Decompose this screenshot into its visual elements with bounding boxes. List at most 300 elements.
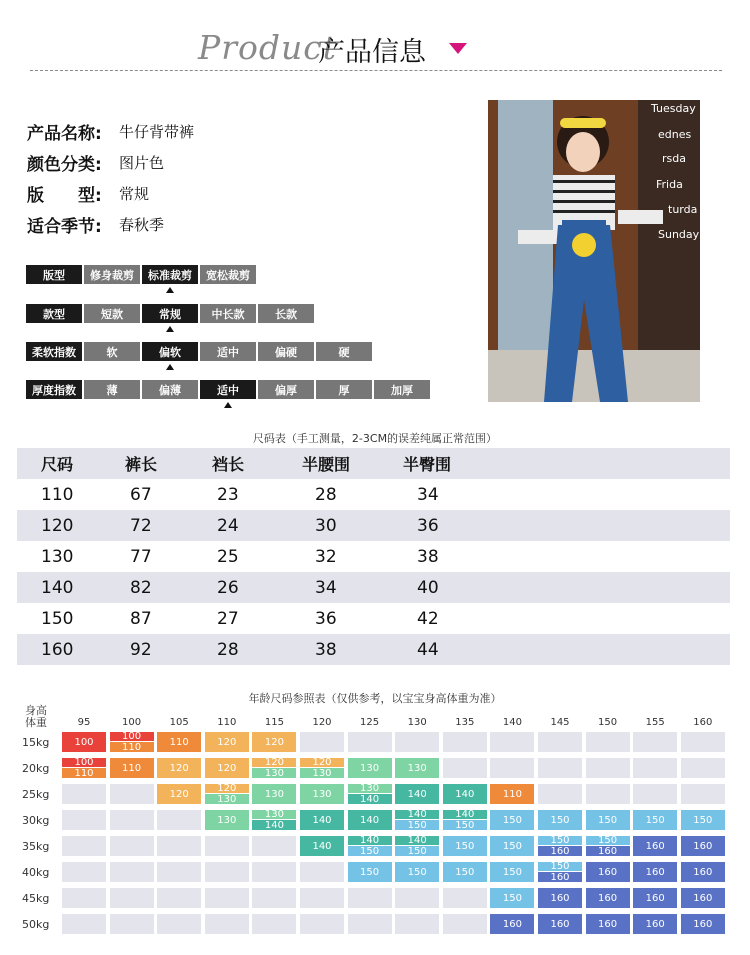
table-header-cell: 半腰围 [302, 455, 351, 474]
size-value: 120 [157, 784, 201, 804]
size-cell [348, 862, 392, 882]
size-value: 140 [395, 810, 439, 820]
size-cell [586, 810, 630, 830]
size-cell [395, 810, 439, 830]
size-cell [110, 732, 154, 752]
size-cell [205, 732, 249, 752]
table-cell: 28 [315, 484, 337, 505]
attr-option: 短款 [84, 304, 140, 323]
size-value: 140 [443, 810, 487, 820]
photo-text: Sunday [658, 228, 700, 241]
size-value: 120 [252, 732, 296, 752]
empty-cell [490, 758, 534, 778]
info-value: 图片色 [119, 154, 165, 172]
size-cell [538, 862, 582, 882]
size-cell [586, 914, 630, 934]
size-value: 120 [205, 758, 249, 778]
height-column-header: 155 [645, 717, 665, 728]
table-header-cell: 裆长 [212, 455, 245, 474]
size-value: 130 [252, 768, 296, 778]
weight-row-header: 15kg [22, 736, 50, 749]
empty-cell [157, 914, 201, 934]
size-value: 130 [205, 794, 249, 804]
empty-cell [586, 758, 630, 778]
size-cell [681, 862, 725, 882]
size-cell [586, 888, 630, 908]
attr-option: 偏薄 [142, 380, 198, 399]
size-cell [252, 784, 296, 804]
table-row [17, 510, 730, 541]
table-cell: 160 [41, 639, 74, 660]
size-value: 150 [490, 810, 534, 830]
info-value: 春秋季 [119, 216, 165, 234]
empty-cell [62, 862, 106, 882]
size-value: 100 [110, 732, 154, 742]
triangle-down-icon [449, 43, 467, 54]
size-cell [205, 810, 249, 830]
height-column-header: 95 [77, 717, 91, 728]
size-value: 130 [205, 810, 249, 830]
empty-cell [300, 888, 344, 908]
size-cell [490, 888, 534, 908]
size-value: 140 [348, 836, 392, 846]
empty-cell [586, 784, 630, 804]
empty-cell [300, 862, 344, 882]
empty-cell [633, 758, 677, 778]
empty-cell [538, 784, 582, 804]
size-cell [157, 732, 201, 752]
attr-label: 款型 [26, 304, 82, 323]
empty-cell [205, 914, 249, 934]
empty-cell [348, 914, 392, 934]
size-value: 140 [348, 794, 392, 804]
attr-option-selected: 适中 [200, 380, 256, 399]
height-column-header: 150 [598, 717, 618, 728]
size-cell [395, 836, 439, 856]
table-cell: 67 [130, 484, 152, 505]
size-value: 110 [62, 768, 106, 778]
info-key: 产品名称: [27, 124, 102, 144]
size-value: 140 [348, 810, 392, 830]
size-value: 100 [62, 758, 106, 768]
table-cell: 30 [315, 515, 337, 536]
size-cell [110, 758, 154, 778]
size-cell [300, 784, 344, 804]
empty-cell [443, 914, 487, 934]
size-cell [681, 836, 725, 856]
size-cell [538, 836, 582, 856]
product-photo [488, 100, 700, 402]
size-cell [681, 810, 725, 830]
empty-cell [157, 888, 201, 908]
weight-row-header: 20kg [22, 762, 50, 775]
weight-row-header: 35kg [22, 840, 50, 853]
size-value: 160 [681, 888, 725, 908]
size-cell [252, 810, 296, 830]
table-cell: 32 [315, 546, 337, 567]
size-cell [348, 836, 392, 856]
info-value: 常规 [119, 185, 150, 203]
size-value: 150 [443, 862, 487, 882]
size-cell [633, 810, 677, 830]
header-title: 产品信息 [318, 37, 426, 68]
size-value: 150 [633, 810, 677, 830]
empty-cell [157, 836, 201, 856]
empty-cell [538, 758, 582, 778]
size-cell [395, 784, 439, 804]
weight-row-header: 30kg [22, 814, 50, 827]
info-row [27, 147, 194, 178]
size-value: 140 [300, 836, 344, 856]
size-value: 150 [586, 810, 630, 830]
table-cell: 36 [315, 608, 337, 629]
size-value: 150 [490, 836, 534, 856]
size-cell [490, 836, 534, 856]
size-value: 130 [300, 768, 344, 778]
height-column-header: 145 [550, 717, 570, 728]
ref-corner-height: 身高 [25, 704, 47, 717]
attr-option: 修身裁剪 [84, 265, 140, 284]
empty-cell [348, 888, 392, 908]
ref-corner-weight: 体重 [25, 716, 47, 729]
empty-cell [300, 914, 344, 934]
size-cell [443, 862, 487, 882]
size-value: 150 [538, 836, 582, 846]
empty-cell [681, 732, 725, 752]
attr-option: 偏厚 [258, 380, 314, 399]
table-cell: 150 [41, 608, 74, 629]
height-column-header: 160 [693, 717, 713, 728]
table-cell: 38 [417, 546, 439, 567]
size-value: 140 [443, 784, 487, 804]
size-cell [157, 784, 201, 804]
size-value: 120 [157, 758, 201, 778]
size-cell [490, 810, 534, 830]
size-value: 140 [395, 784, 439, 804]
size-value: 160 [586, 862, 630, 882]
size-value: 120 [252, 758, 296, 768]
empty-cell [62, 836, 106, 856]
table-cell: 26 [217, 577, 239, 598]
empty-cell [252, 836, 296, 856]
empty-cell [110, 784, 154, 804]
size-table [17, 448, 730, 665]
empty-cell [110, 914, 154, 934]
table-cell: 24 [217, 515, 239, 536]
attr-option: 软 [84, 342, 140, 361]
attr-label: 柔软指数 [26, 342, 82, 361]
info-row [27, 116, 194, 147]
height-column-header: 120 [312, 717, 332, 728]
size-cell [252, 732, 296, 752]
table-cell: 92 [130, 639, 152, 660]
size-cell [490, 862, 534, 882]
size-value: 160 [633, 888, 677, 908]
photo-text: turda [668, 203, 698, 216]
size-value: 160 [681, 862, 725, 882]
empty-cell [348, 732, 392, 752]
empty-cell [252, 888, 296, 908]
size-cell [443, 836, 487, 856]
attr-option: 硬 [316, 342, 372, 361]
empty-cell [110, 862, 154, 882]
table-header-row [17, 448, 730, 479]
attr-option-selected: 常规 [142, 304, 198, 323]
table-header-cell: 尺码 [41, 455, 74, 474]
empty-cell [205, 888, 249, 908]
size-value: 130 [348, 758, 392, 778]
table-row [17, 634, 730, 665]
table-cell: 140 [41, 577, 74, 598]
size-cell [252, 758, 296, 778]
attr-option: 适中 [200, 342, 256, 361]
empty-cell [300, 732, 344, 752]
size-value: 120 [205, 784, 249, 794]
size-cell [633, 836, 677, 856]
table-cell: 130 [41, 546, 74, 567]
size-cell [681, 914, 725, 934]
size-cell [205, 758, 249, 778]
size-value: 160 [538, 914, 582, 934]
attr-option: 中长款 [200, 304, 256, 323]
size-cell [443, 810, 487, 830]
section-header [0, 0, 750, 75]
size-value: 150 [348, 846, 392, 856]
size-value: 130 [252, 784, 296, 804]
triangle-up-icon [166, 287, 174, 293]
size-value: 160 [490, 914, 534, 934]
size-cell [681, 888, 725, 908]
empty-cell [538, 732, 582, 752]
table-cell: 82 [130, 577, 152, 598]
weight-row-header: 25kg [22, 788, 50, 801]
empty-cell [252, 914, 296, 934]
empty-cell [252, 862, 296, 882]
info-key: 适合季节: [27, 217, 102, 237]
table-header-cell: 裤长 [125, 455, 158, 474]
table-cell: 23 [217, 484, 239, 505]
size-cell [538, 914, 582, 934]
size-value: 120 [300, 758, 344, 768]
empty-cell [395, 888, 439, 908]
empty-cell [62, 784, 106, 804]
size-value: 160 [633, 914, 677, 934]
size-value: 110 [110, 758, 154, 778]
size-value: 150 [348, 862, 392, 882]
size-value: 150 [443, 820, 487, 830]
weight-row-header: 50kg [22, 918, 50, 931]
empty-cell [681, 758, 725, 778]
table-cell: 44 [417, 639, 439, 660]
size-cell [443, 784, 487, 804]
attr-label: 厚度指数 [26, 380, 82, 399]
size-cell [157, 758, 201, 778]
size-value: 160 [586, 914, 630, 934]
attr-label: 版型 [26, 265, 82, 284]
size-value: 160 [681, 914, 725, 934]
empty-cell [205, 862, 249, 882]
header-divider [30, 70, 722, 71]
size-value: 130 [252, 810, 296, 820]
header-script-title: Product [198, 28, 337, 67]
size-cell [395, 758, 439, 778]
table-cell: 120 [41, 515, 74, 536]
attr-option: 长款 [258, 304, 314, 323]
photo-text: rsda [662, 152, 686, 165]
size-cell [62, 758, 106, 778]
photo-text: Tuesday [651, 102, 696, 115]
size-value: 130 [348, 784, 392, 794]
size-cell [633, 888, 677, 908]
size-value: 140 [300, 810, 344, 830]
size-value: 110 [490, 784, 534, 804]
size-value: 100 [62, 732, 106, 752]
empty-cell [395, 732, 439, 752]
triangle-up-icon [166, 326, 174, 332]
size-cell [490, 784, 534, 804]
weight-row-header: 40kg [22, 866, 50, 879]
empty-cell [205, 836, 249, 856]
height-column-header: 140 [502, 717, 522, 728]
table-cell: 25 [217, 546, 239, 567]
table-cell: 36 [417, 515, 439, 536]
size-value: 150 [538, 862, 582, 872]
table-row [17, 479, 730, 510]
photo-illustration [488, 100, 700, 402]
empty-cell [62, 888, 106, 908]
empty-cell [110, 888, 154, 908]
size-cell [62, 732, 106, 752]
empty-cell [443, 758, 487, 778]
table-cell: 77 [130, 546, 152, 567]
size-cell [586, 836, 630, 856]
size-value: 150 [395, 820, 439, 830]
triangle-up-icon [166, 364, 174, 370]
height-column-header: 110 [217, 717, 237, 728]
size-cell [348, 784, 392, 804]
weight-row-header: 45kg [22, 892, 50, 905]
table-cell: 40 [417, 577, 439, 598]
info-value: 牛仔背带裤 [119, 123, 195, 141]
table-cell: 27 [217, 608, 239, 629]
size-cell [490, 914, 534, 934]
height-column-header: 130 [407, 717, 427, 728]
info-row [27, 178, 194, 209]
empty-cell [62, 914, 106, 934]
info-key: 颜色分类: [27, 155, 102, 175]
size-value: 110 [157, 732, 201, 752]
size-value: 160 [538, 872, 582, 882]
empty-cell [62, 810, 106, 830]
height-column-header: 105 [169, 717, 189, 728]
product-info [27, 116, 194, 240]
attr-option-selected: 标准裁剪 [142, 265, 198, 284]
size-value: 160 [538, 888, 582, 908]
size-table-caption: 尺码表（手工测量，2-3CM的误差纯属正常范围） [252, 432, 498, 445]
size-value: 160 [538, 846, 582, 856]
table-cell: 34 [315, 577, 337, 598]
table-cell: 28 [217, 639, 239, 660]
photo-text: Frida [656, 178, 683, 191]
size-cell [205, 784, 249, 804]
empty-cell [110, 810, 154, 830]
size-value: 130 [300, 784, 344, 804]
empty-cell [395, 914, 439, 934]
size-cell [348, 810, 392, 830]
empty-cell [157, 810, 201, 830]
table-row [17, 541, 730, 572]
size-cell [586, 862, 630, 882]
size-value: 160 [586, 888, 630, 908]
size-value: 110 [110, 742, 154, 752]
height-column-header: 125 [360, 717, 380, 728]
empty-cell [681, 784, 725, 804]
ref-table-caption: 年龄尺码参照表（仅供参考，以宝宝身高体重为准） [248, 692, 502, 705]
table-row [17, 603, 730, 634]
table-header-cell: 半臀围 [403, 455, 452, 474]
table-cell: 72 [130, 515, 152, 536]
height-column-header: 115 [264, 717, 284, 728]
size-value: 150 [395, 862, 439, 882]
size-cell [633, 914, 677, 934]
height-column-header: 100 [122, 717, 142, 728]
size-value: 150 [538, 810, 582, 830]
attr-option: 厚 [316, 380, 372, 399]
size-cell [633, 862, 677, 882]
table-row [17, 572, 730, 603]
size-cell [300, 836, 344, 856]
empty-cell [586, 732, 630, 752]
height-column-header: 135 [455, 717, 475, 728]
size-value: 150 [586, 836, 630, 846]
size-value: 160 [633, 862, 677, 882]
attr-option: 薄 [84, 380, 140, 399]
empty-cell [443, 732, 487, 752]
table-cell: 34 [417, 484, 439, 505]
size-value: 150 [490, 888, 534, 908]
size-cell [300, 758, 344, 778]
attr-option: 加厚 [374, 380, 430, 399]
attr-option: 偏硬 [258, 342, 314, 361]
size-value: 150 [395, 846, 439, 856]
size-value: 140 [252, 820, 296, 830]
empty-cell [633, 732, 677, 752]
table-cell: 87 [130, 608, 152, 629]
empty-cell [490, 732, 534, 752]
size-value: 160 [681, 836, 725, 856]
info-row [27, 209, 194, 240]
size-value: 150 [681, 810, 725, 830]
triangle-up-icon [224, 402, 232, 408]
size-value: 150 [443, 836, 487, 856]
info-key: 版 型: [27, 186, 102, 206]
empty-cell [157, 862, 201, 882]
table-cell: 42 [417, 608, 439, 629]
size-cell [538, 810, 582, 830]
table-cell: 110 [41, 484, 74, 505]
size-cell [395, 862, 439, 882]
empty-cell [443, 888, 487, 908]
size-cell [300, 810, 344, 830]
table-cell: 38 [315, 639, 337, 660]
attr-option: 宽松裁剪 [200, 265, 256, 284]
photo-text: ednes [658, 128, 692, 141]
size-value: 130 [395, 758, 439, 778]
size-value: 160 [586, 846, 630, 856]
size-cell [538, 888, 582, 908]
size-value: 140 [395, 836, 439, 846]
size-value: 150 [490, 862, 534, 882]
